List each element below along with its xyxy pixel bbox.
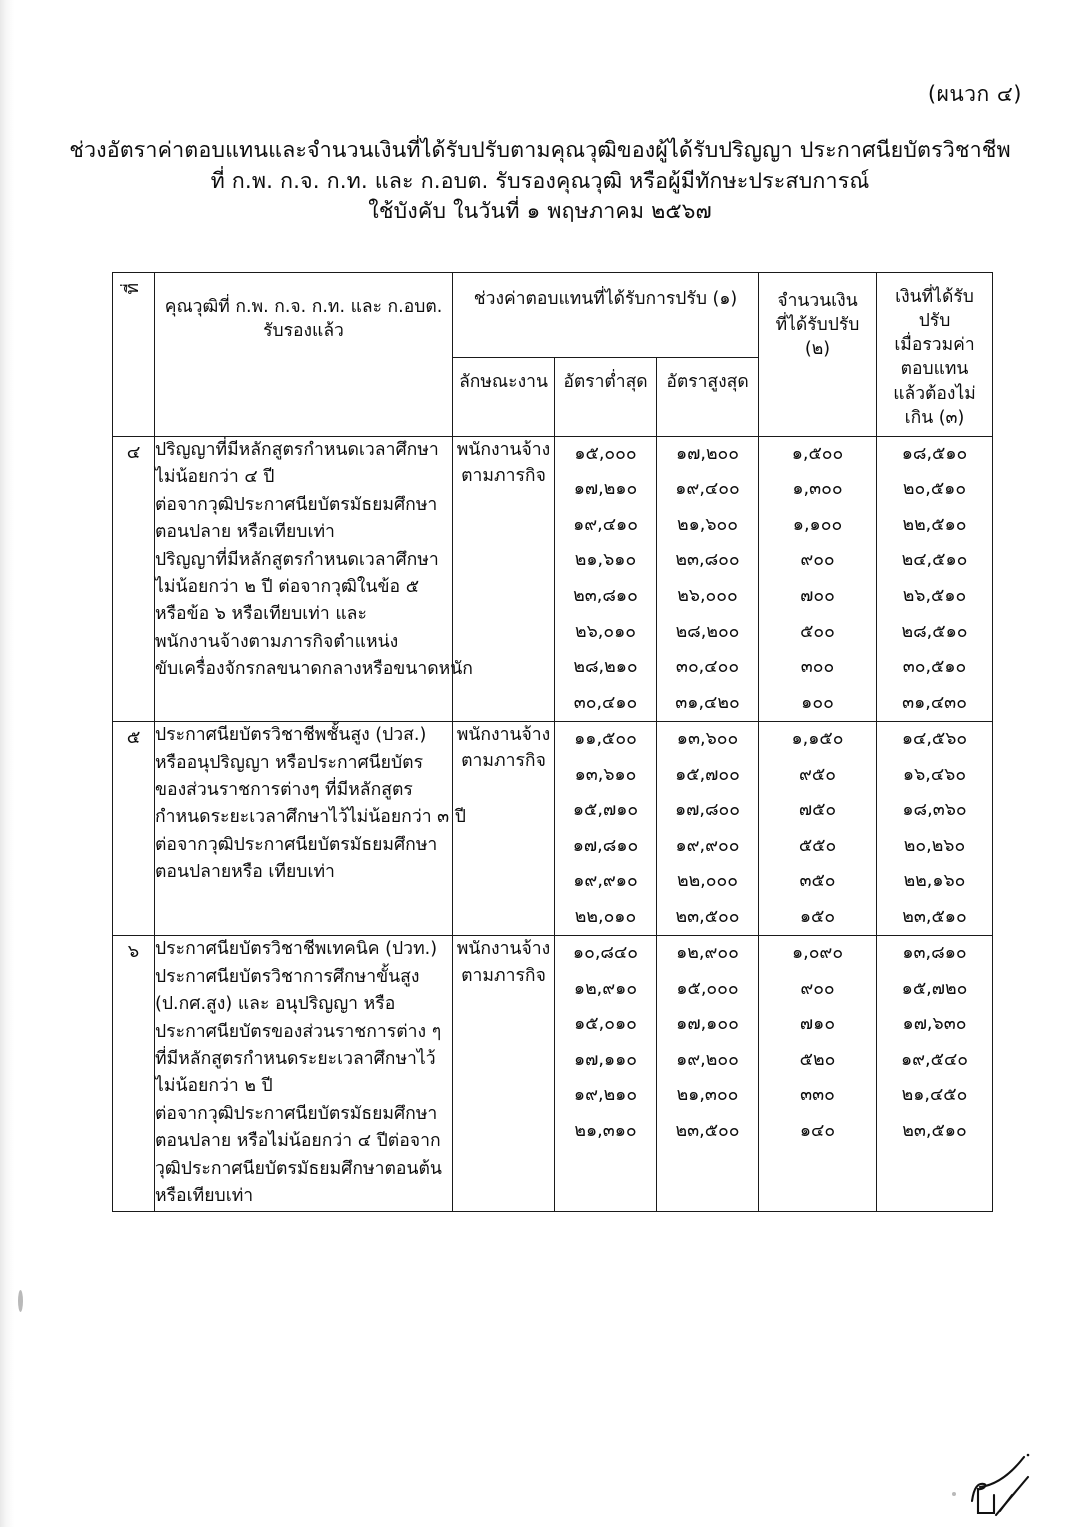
min-rate-value: ๑๙,๔๑๐ [573,514,638,535]
handwritten-signature [950,1443,1046,1521]
qualification-line: ที่มีหลักสูตรกำหนดระยะเวลาศึกษาไว้ [155,1049,436,1070]
total-amount-value: ๓๐,๕๑๐ [902,657,967,678]
adjust-amount-value: ๓๕๐ [799,871,836,892]
header-qualification-inner [155,273,452,349]
row-number: ๕ [113,722,155,936]
qualification-line: ของส่วนราชการต่างๆ ที่มีหลักสูตร [155,779,413,800]
qualification-line: ปริญญาที่มีหลักสูตรกำหนดเวลาศึกษา [155,549,439,570]
max-rate-value: ๑๙,๒๐๐ [676,1049,739,1070]
scan-speck-artifact [952,1492,956,1496]
header-total-amount [877,273,993,437]
header-min-rate [555,358,657,437]
total-amount-value: ๒๓,๕๑๐ [902,906,967,927]
adjust-amount-value: ๕๐๐ [800,621,835,642]
work-type-line: พนักงานจ้าง [456,725,551,746]
header-max-rate [657,358,759,437]
qualification-line: ต่อจากวุฒิประกาศนียบัตรมัธยมศึกษา [155,1103,438,1124]
max-rate-value: ๒๑,๓๐๐ [676,1085,739,1106]
total-amount-value: ๒๘,๕๑๐ [901,621,968,642]
total-amount-value: ๑๗,๖๓๐ [902,1014,967,1035]
min-rate-value: ๑๗,๒๑๐ [573,479,638,500]
qualification-line: ตอนปลาย หรือไม่น้อยกว่า ๔ ปีต่อจาก [155,1131,441,1152]
header-qualification-line1: คุณวุฒิที่ ก.พ. ก.จ. ก.ท. และ ก.อบต. [164,297,443,317]
row-number: ๔ [113,436,155,721]
total-amount-value: ๑๕,๗๒๐ [901,978,968,999]
max-rate-value: ๒๓,๕๐๐ [675,1120,740,1141]
qualification-line: ไม่น้อยกว่า ๔ ปี [155,467,275,488]
total-amount-value: ๒๒,๑๖๐ [903,871,966,892]
qualification-line: ประกาศนียบัตรวิชาชีพเทคนิค (ปวท.) [155,939,438,960]
min-rate-value: ๒๖,๐๑๐ [574,621,636,642]
max-rate-value: ๒๓,๕๐๐ [675,906,740,927]
max-rate-cell [657,722,759,936]
adjust-amount-value: ๕๒๐ [799,1049,836,1070]
max-rate-value: ๑๗,๑๐๐ [676,1014,739,1035]
page-title [0,136,1080,228]
header-adjust-line2: ที่ได้รับปรับ (๒) [775,315,860,360]
qualification-cell [155,436,473,721]
qualification-line: กำหนดระยะเวลาศึกษาไว้ไม่น้อยกว่า ๓ ปี [155,807,466,828]
qualification-line: หรืออนุปริญญา หรือประกาศนียบัตร [155,752,424,773]
header-range-group [453,273,759,358]
qualification-line: หรือเทียบเท่า [155,1186,254,1207]
adjust-amount-value: ๑,๑๐๐ [792,514,843,535]
adjust-amount-value: ๙๕๐ [799,764,836,785]
total-amount-value: ๒๓,๕๑๐ [902,1120,967,1141]
header-adjust-line1: จำนวนเงิน [777,291,858,311]
qualification-line: ประกาศนียบัตรของส่วนราชการต่าง ๆ [155,1021,442,1042]
min-rate-value: ๑๓,๖๑๐ [574,764,637,785]
total-amount-value: ๑๘,๓๖๐ [902,800,967,821]
max-rate-value: ๓๐,๔๐๐ [675,657,740,678]
annex-label: (ผนวก ๔) [927,82,1022,106]
min-rate-value: ๑๙,๙๑๐ [573,871,638,892]
table-row [113,936,993,1211]
header-total-line2: เมื่อรวมค่าตอบแทน [894,335,975,380]
total-amount-value: ๒๐,๕๑๐ [902,479,967,500]
min-rate-value: ๑๕,๐๑๐ [574,1014,637,1035]
title-line-2: ที่ ก.พ. ก.จ. ก.ท. และ ก.อบต. รับรองคุณวุฒิ หรือผู้มีทักษะประสบการณ์ [210,168,870,194]
total-amount-value: ๑๖,๔๖๐ [902,764,967,785]
qualification-cell [155,936,453,1211]
min-rate-value: ๑๑,๕๐๐ [574,729,637,750]
salary-table [112,272,993,1212]
max-rate-value: ๒๑,๖๐๐ [676,514,738,535]
total-amount-cell [877,722,993,936]
adjust-amount-value: ๑๔๐ [799,1120,836,1141]
max-rate-value: ๑๙,๔๐๐ [675,479,740,500]
adjust-amount-value: ๙๐๐ [800,978,835,999]
total-amount-value: ๓๑,๔๓๐ [902,692,967,713]
min-rate-value: ๒๘,๒๑๐ [573,657,638,678]
min-rate-value: ๑๕,๐๐๐ [574,443,637,464]
total-amount-value: ๒๔,๕๑๐ [901,550,968,571]
qualification-line: ไม่น้อยกว่า ๒ ปี ต่อจากวุฒิในข้อ ๕ [155,577,420,598]
qualification-line: หรือข้อ ๖ หรือเทียบเท่า และ [155,604,367,625]
qualification-line: (ป.กศ.สูง) และ อนุปริญญา หรือ [155,994,396,1015]
table-row [113,436,993,721]
header-adjust-amount [759,273,877,437]
max-rate-value: ๑๗,๒๐๐ [675,443,740,464]
min-rate-cell [555,936,657,1211]
header-total-inner [877,273,992,436]
adjust-amount-value: ๑๕๐ [799,906,836,927]
adjust-amount-cell [759,936,877,1211]
total-amount-value: ๒๑,๔๕๐ [901,1085,968,1106]
max-rate-value: ๑๒,๙๐๐ [676,943,739,964]
max-rate-cell [657,936,759,1211]
adjust-amount-value: ๗๐๐ [800,585,835,606]
qualification-line: พนักงานจ้างตามภารกิจตำแหน่ง [155,631,399,652]
min-rate-value: ๑๐,๘๔๐ [572,943,639,964]
total-amount-value: ๒๒,๕๑๐ [902,514,967,535]
max-rate-value: ๑๙,๙๐๐ [675,835,740,856]
max-rate-value: ๒๘,๒๐๐ [675,621,740,642]
total-amount-value: ๑๘,๕๑๐ [901,443,968,464]
header-row-1 [113,273,993,358]
total-amount-value: ๒๖,๕๑๐ [902,585,967,606]
qualification-line: ไม่น้อยกว่า ๒ ปี [155,1076,273,1097]
table-row [113,722,993,936]
scan-speck-artifact [18,1290,23,1312]
header-total-line1: เงินที่ได้รับปรับ [895,287,974,332]
adjust-amount-value: ๕๕๐ [798,835,837,856]
work-type-line: พนักงานจ้าง [456,439,551,460]
scan-edge-artifact [0,0,14,1527]
header-qualification-line2: รับรองแล้ว [263,321,344,342]
min-rate-value: ๑๕,๗๑๐ [572,800,639,821]
min-rate-value: ๒๒,๐๑๐ [574,906,637,927]
title-line-1: ช่วงอัตราค่าตอบแทนและจำนวนเงินที่ได้รับปรับตามคุณวุฒิของผู้ได้รับปริญญา ประกาศนียบัตรวิชาชีพ [69,138,1011,163]
qualification-line: ต่อจากวุฒิประกาศนียบัตรมัธยมศึกษา [155,834,438,855]
min-rate-cell [555,722,657,936]
adjust-amount-value: ๑,๐๙๐ [791,943,844,964]
header-range-group-label: ช่วงค่าตอบแทนที่ได้รับการปรับ (๑) [473,289,738,309]
qualification-line: ตอนปลายหรือ เทียบเท่า [155,862,335,883]
qualification-line: ต่อจากวุฒิประกาศนียบัตรมัธยมศึกษา [155,494,438,515]
adjust-amount-value: ๑๐๐ [801,692,834,713]
work-type-line: ตามภารกิจ [461,965,546,986]
min-rate-value: ๓๐,๔๑๐ [573,692,638,713]
total-amount-value: ๑๓,๘๑๐ [902,943,967,964]
header-work-type-label: ลักษณะงาน [459,372,548,393]
total-amount-value: ๑๔,๕๖๐ [901,729,968,750]
adjust-amount-value: ๗๑๐ [799,1014,836,1035]
title-line-3: ใช้บังคับ ในวันที่ ๑ พฤษภาคม ๒๕๖๗ [368,199,712,225]
min-rate-value: ๑๗,๘๑๐ [572,835,639,856]
header-qualification [155,273,453,437]
adjust-amount-value: ๓๓๐ [800,1085,835,1106]
adjust-amount-value: ๙๐๐ [800,550,835,571]
max-rate-value: ๒๒,๐๐๐ [676,871,738,892]
qualification-line: ปริญญาที่มีหลักสูตรกำหนดเวลาศึกษา [155,439,439,460]
total-amount-cell [877,436,993,721]
min-rate-value: ๒๑,๓๑๐ [574,1120,637,1141]
min-rate-value: ๑๙,๒๑๐ [573,1085,638,1106]
adjust-amount-value: ๑,๓๐๐ [792,479,843,500]
total-amount-cell [877,936,993,1211]
total-amount-value: ๑๙,๕๔๐ [900,1049,969,1070]
max-rate-value: ๑๕,๗๐๐ [675,764,740,785]
max-rate-value: ๒๓,๘๐๐ [675,550,740,571]
row-number: ๖ [113,936,155,1211]
work-type-line: ตามภารกิจ [461,751,546,772]
qualification-line: ประกาศนียบัตรวิชาชีพชั้นสูง (ปวส.) [155,725,427,746]
header-no [113,273,155,437]
max-rate-value: ๑๕,๐๐๐ [676,978,739,999]
header-total-line3: แล้วต้องไม่เกิน (๓) [893,383,976,428]
adjust-amount-value: ๗๕๐ [798,800,837,821]
adjust-amount-cell [759,436,877,721]
adjust-amount-value: ๑,๕๐๐ [791,443,844,464]
max-rate-cell [657,436,759,721]
work-type-cell [453,722,555,936]
work-type-line: ตามภารกิจ [461,466,546,487]
table-body [113,436,993,1211]
salary-table-container [112,272,992,1212]
max-rate-value: ๓๑,๔๒๐ [675,692,740,713]
qualification-cell [155,722,466,936]
header-adjust-inner [759,273,876,367]
total-amount-value: ๒๐,๒๖๐ [903,835,966,856]
header-no-label: ที่ [123,283,144,295]
min-rate-value: ๒๑,๖๑๐ [574,550,637,571]
max-rate-value: ๑๓,๖๐๐ [676,729,739,750]
min-rate-cell [555,436,657,721]
qualification-line: วุฒิประกาศนียบัตรมัธยมศึกษาตอนต้น [155,1158,442,1179]
min-rate-value: ๑๗,๑๑๐ [573,1049,638,1070]
qualification-line: ประกาศนียบัตรวิชาการศึกษาขั้นสูง [155,966,420,987]
max-rate-value: ๑๗,๘๐๐ [674,800,741,821]
table-header [113,273,993,437]
max-rate-value: ๒๖,๐๐๐ [677,585,738,606]
header-work-type [453,358,555,437]
min-rate-value: ๑๒,๙๑๐ [573,978,638,999]
qualification-line: ขับเครื่องจักรกลขนาดกลางหรือขนาดหนัก [155,659,473,680]
adjust-amount-value: ๓๐๐ [800,657,835,678]
adjust-amount-cell [759,722,877,936]
min-rate-value: ๒๓,๘๑๐ [573,585,638,606]
adjust-amount-value: ๑,๑๕๐ [791,729,844,750]
work-type-line: พนักงานจ้าง [456,939,551,960]
qualification-line: ตอนปลาย หรือเทียบเท่า [155,522,335,543]
header-max-rate-label: อัตราสูงสุด [666,372,749,393]
work-type-cell [453,936,555,1211]
header-min-rate-label: อัตราต่ำสุด [563,372,648,393]
